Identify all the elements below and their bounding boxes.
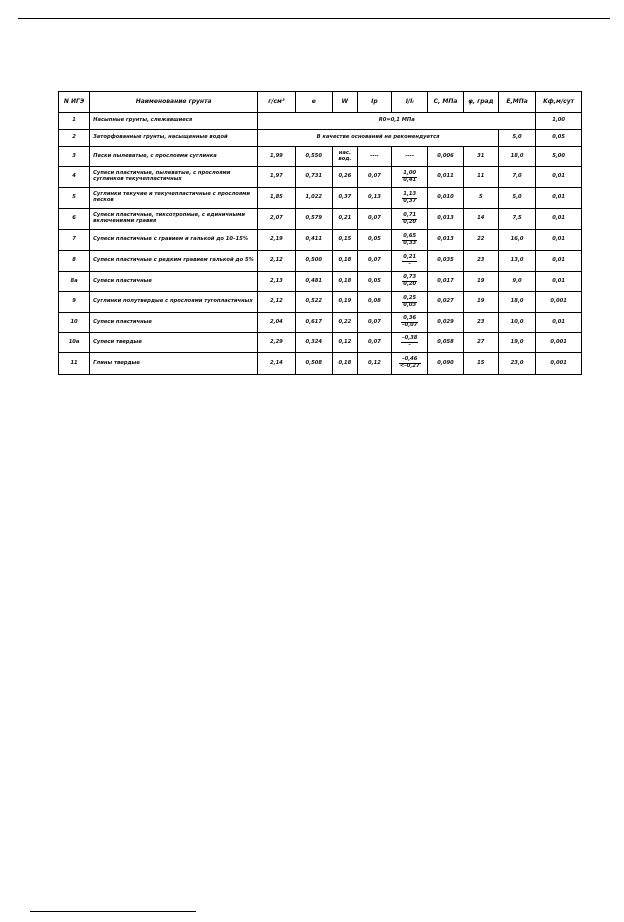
fraction	[399, 357, 421, 370]
table-header-row	[59, 92, 582, 113]
cell-il	[392, 353, 428, 375]
cell-num: 8а	[59, 272, 90, 292]
cell-merged-note: R0=0,1 МПа	[258, 113, 536, 130]
cell-e: 1,022	[295, 188, 332, 209]
cell-density: 2,19	[258, 230, 295, 251]
cell-ip: 0,07	[357, 251, 391, 272]
cell-e-modulus: 9,0	[498, 272, 535, 292]
cell-phi: 23	[463, 313, 498, 333]
cell-name: Суглинки текучие и текучепластичные с прослоями песков	[90, 188, 258, 209]
fraction-denominator: 0,20	[403, 281, 417, 287]
cell-k: 0,01	[536, 272, 582, 292]
cell-name: Заторфованные грунты, насыщенные водой	[90, 130, 258, 147]
fraction-numerator: 0,36	[401, 316, 418, 323]
fraction-denominator: 0,37	[403, 197, 417, 204]
cell-k: 0,05	[536, 130, 582, 147]
cell-e-modulus: 7,5	[498, 209, 535, 230]
cell-il	[392, 230, 428, 251]
cell-num: 2	[59, 130, 90, 147]
table-row	[59, 230, 582, 251]
table-row	[59, 167, 582, 188]
footnote-rule	[30, 911, 196, 912]
cell-density: 2,29	[258, 333, 295, 353]
cell-e-modulus: 10,0	[498, 313, 535, 333]
fraction-numerator: 0,25	[403, 294, 417, 301]
cell-num: 10	[59, 313, 90, 333]
cell-e-modulus: 5,0	[498, 130, 535, 147]
cell-ip: 0,07	[357, 313, 391, 333]
cell-il	[392, 272, 428, 292]
cell-num: 3	[59, 147, 90, 167]
cell-e: 0,324	[295, 333, 332, 353]
cell-k: 0,01	[536, 188, 582, 209]
fraction-numerator: 0,73	[403, 274, 417, 281]
cell-num: 1	[59, 113, 90, 130]
cell-il	[392, 251, 428, 272]
cell-il	[392, 188, 428, 209]
cell-name: Насыпные грунты, слежавшиеся	[90, 113, 258, 130]
cell-k: 0,001	[536, 353, 582, 375]
cell-phi: 14	[463, 209, 498, 230]
cell-name: Суглинки полутвердые с прослоями тугопластичных	[90, 292, 258, 313]
cell-phi: 15	[463, 353, 498, 375]
fraction-denominator: –	[408, 342, 411, 348]
col-header-c: С, МПа	[428, 92, 463, 113]
cell-c: 0,090	[428, 353, 463, 375]
cell-c: 0,017	[428, 272, 463, 292]
cell-e-modulus: 5,0	[498, 188, 535, 209]
cell-name: Супеси пластичные с редким гравием галькой до 5%	[90, 251, 258, 272]
fraction-denominator: 0,20	[403, 218, 417, 225]
cell-phi: 11	[463, 167, 498, 188]
cell-e: 0,500	[295, 251, 332, 272]
cell-il	[392, 292, 428, 313]
col-header-num: N ИГЭ	[59, 92, 90, 113]
cell-e-modulus: 23,0	[498, 353, 535, 375]
cell-phi: 27	[463, 333, 498, 353]
cell-k: 0,01	[536, 167, 582, 188]
cell-density: 1,97	[258, 167, 295, 188]
cell-ip: 0,07	[357, 209, 391, 230]
soil-properties-table	[58, 91, 582, 375]
col-header-density: г/см³	[258, 92, 295, 113]
cell-phi: 23	[463, 251, 498, 272]
cell-density: 2,13	[258, 272, 295, 292]
cell-ip: 0,07	[357, 333, 391, 353]
cell-phi: 19	[463, 272, 498, 292]
cell-ip: 0,13	[357, 188, 391, 209]
fraction	[402, 192, 417, 205]
cell-il	[392, 167, 428, 188]
cell-density: 1,99	[258, 147, 295, 167]
table-row	[59, 130, 582, 147]
cell-num: 6	[59, 209, 90, 230]
fraction-denominator: 0,41	[403, 176, 417, 183]
cell-ip: 0,08	[357, 292, 391, 313]
cell-k: 0,001	[536, 292, 582, 313]
fraction-numerator: 1,13	[403, 190, 417, 197]
fraction-numerator: –0,46	[399, 357, 421, 364]
cell-c: 0,011	[428, 167, 463, 188]
cell-e-modulus: 16,0	[498, 230, 535, 251]
table-row	[59, 209, 582, 230]
cell-name: Супеси твердые	[90, 333, 258, 353]
fraction	[402, 275, 417, 288]
cell-w: 0,21	[332, 209, 357, 230]
cell-k: 0,01	[536, 230, 582, 251]
table-row	[59, 188, 582, 209]
table-row	[59, 113, 582, 130]
col-header-e-modulus: E,МПа	[498, 92, 535, 113]
cell-name: Супеси пластичные с гравием и галькой до 10–15%	[90, 230, 258, 251]
cell-name: Супеси пластичные	[90, 272, 258, 292]
cell-e-modulus: 19,0	[498, 333, 535, 353]
fraction-numerator: 0,71	[403, 211, 417, 218]
fraction-denominator: 0,03	[403, 301, 417, 308]
fraction-denominator: –	[408, 260, 411, 267]
cell-c: 0,058	[428, 333, 463, 353]
fraction-denominator: <–0,27	[399, 363, 420, 369]
cell-name: Пески пылеватые, с прослоями суглинка	[90, 147, 258, 167]
fraction	[402, 234, 417, 247]
cell-num: 10а	[59, 333, 90, 353]
cell-k: 0,01	[536, 251, 582, 272]
cell-e: 0,579	[295, 209, 332, 230]
cell-w: 0,19	[332, 292, 357, 313]
fraction-numerator: 0,65	[403, 232, 417, 239]
cell-e: 0,550	[295, 147, 332, 167]
table-row	[59, 272, 582, 292]
cell-w: 0,18	[332, 251, 357, 272]
cell-num: 5	[59, 188, 90, 209]
col-header-il: I/Iₗ	[392, 92, 428, 113]
cell-ip: ----	[357, 147, 391, 167]
table-row	[59, 313, 582, 333]
cell-k: 5,00	[536, 147, 582, 167]
cell-w: 0,18	[332, 353, 357, 375]
cell-il	[392, 313, 428, 333]
cell-num: 7	[59, 230, 90, 251]
top-rule	[18, 18, 610, 19]
cell-e: 0,508	[295, 353, 332, 375]
col-header-ip: Iр	[357, 92, 391, 113]
cell-c: 0,006	[428, 147, 463, 167]
cell-w: 0,12	[332, 333, 357, 353]
cell-phi: 19	[463, 292, 498, 313]
cell-w: нас. вод.	[332, 147, 357, 167]
cell-w: 0,26	[332, 167, 357, 188]
cell-k: 0,01	[536, 313, 582, 333]
cell-ip: 0,07	[357, 167, 391, 188]
cell-w: 0,37	[332, 188, 357, 209]
table-row	[59, 292, 582, 313]
table-row	[59, 333, 582, 353]
cell-e: 0,411	[295, 230, 332, 251]
cell-density: 2,12	[258, 292, 295, 313]
fraction-denominator: –0,07	[401, 322, 418, 328]
cell-density: 2,04	[258, 313, 295, 333]
cell-w: 0,18	[332, 272, 357, 292]
cell-e: 0,617	[295, 313, 332, 333]
cell-il	[392, 209, 428, 230]
cell-phi: 31	[463, 147, 498, 167]
cell-e: 0,481	[295, 272, 332, 292]
cell-k: 1,00	[536, 113, 582, 130]
col-header-w: W	[332, 92, 357, 113]
cell-name: Глины твердые	[90, 353, 258, 375]
cell-density: 1,85	[258, 188, 295, 209]
cell-merged-note: В качестве оснований не рекомендуется	[258, 130, 499, 147]
fraction-numerator: 0,21	[403, 253, 417, 260]
table-row	[59, 353, 582, 375]
cell-w: 0,15	[332, 230, 357, 251]
cell-e: 0,522	[295, 292, 332, 313]
cell-name: Супеси пластичные	[90, 313, 258, 333]
fraction	[401, 336, 418, 349]
cell-density: 2,07	[258, 209, 295, 230]
cell-num: 11	[59, 353, 90, 375]
cell-e-modulus: 18,0	[498, 147, 535, 167]
fraction	[402, 213, 417, 226]
col-header-k: Kф,м/сут	[536, 92, 582, 113]
col-header-phi: φ, град	[463, 92, 498, 113]
fraction-numerator: 1,00	[403, 169, 417, 176]
cell-c: 0,035	[428, 251, 463, 272]
cell-il	[392, 333, 428, 353]
fraction	[402, 296, 417, 309]
cell-num: 8	[59, 251, 90, 272]
cell-ip: 0,12	[357, 353, 391, 375]
cell-density: 2,14	[258, 353, 295, 375]
cell-name: Супеси пластичные, пылеватые, с прослоями суглинков текучепластичных	[90, 167, 258, 188]
cell-k: 0,01	[536, 209, 582, 230]
table-row	[59, 251, 582, 272]
cell-il: ----	[392, 147, 428, 167]
cell-ip: 0,05	[357, 272, 391, 292]
cell-e-modulus: 7,0	[498, 167, 535, 188]
cell-e-modulus: 18,0	[498, 292, 535, 313]
cell-c: 0,029	[428, 313, 463, 333]
cell-density: 2,12	[258, 251, 295, 272]
table-row	[59, 147, 582, 167]
fraction	[402, 255, 417, 268]
fraction	[402, 171, 417, 184]
cell-c: 0,010	[428, 188, 463, 209]
cell-name: Супеси пластичные, тиксотропные, с единичными включениями гравия	[90, 209, 258, 230]
cell-c: 0,013	[428, 230, 463, 251]
cell-num: 4	[59, 167, 90, 188]
cell-num: 9	[59, 292, 90, 313]
fraction	[401, 316, 418, 329]
cell-phi: 5	[463, 188, 498, 209]
col-header-e: e	[295, 92, 332, 113]
col-header-name: Наименование грунта	[90, 92, 258, 113]
cell-phi: 22	[463, 230, 498, 251]
cell-c: 0,013	[428, 209, 463, 230]
cell-e: 0,731	[295, 167, 332, 188]
fraction-numerator: –0,38	[401, 335, 418, 342]
cell-w: 0,22	[332, 313, 357, 333]
cell-e-modulus: 13,0	[498, 251, 535, 272]
fraction-denominator: 0,33	[403, 239, 417, 246]
cell-k: 0,001	[536, 333, 582, 353]
cell-c: 0,027	[428, 292, 463, 313]
cell-ip: 0,05	[357, 230, 391, 251]
